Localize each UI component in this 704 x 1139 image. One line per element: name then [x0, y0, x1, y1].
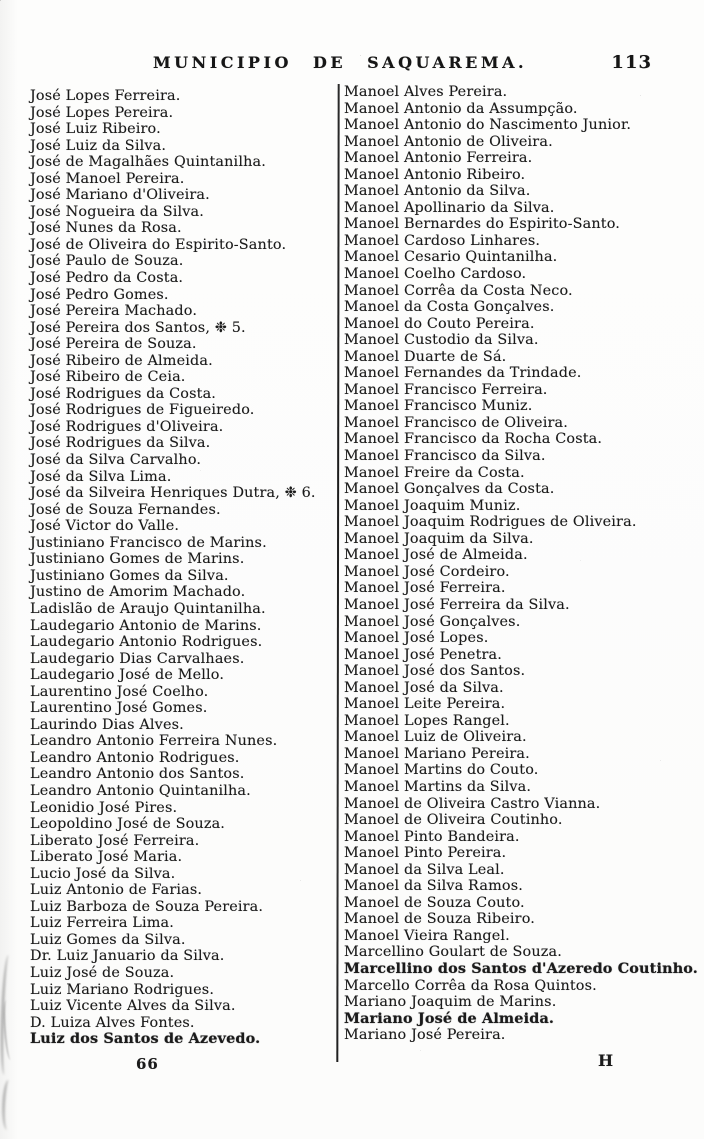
list-item: Manoel Mariano Pereira.: [344, 745, 530, 762]
list-item: Manoel Bernardes do Espirito-Santo.: [344, 216, 620, 233]
list-item: Manoel Coelho Cardoso.: [344, 266, 527, 283]
list-item: Manoel de Souza Couto.: [344, 894, 525, 911]
list-item: Justino de Amorim Machado.: [30, 584, 246, 601]
list-item: Manoel José Ferreira da Silva.: [344, 596, 570, 613]
list-item: Leandro Antonio Quintanilha.: [30, 782, 251, 799]
list-item: Manoel Francisco da Silva.: [344, 448, 546, 465]
list-item: Luiz José de Souza.: [30, 964, 175, 981]
list-item: Manoel de Souza Ribeiro.: [344, 911, 536, 928]
list-item: Manoel Antonio Ribeiro.: [344, 166, 526, 183]
list-item: Manoel Martins do Couto.: [344, 762, 539, 779]
catchword-letter: H: [598, 1051, 614, 1070]
list-item: Manoel do Couto Pereira.: [344, 315, 535, 332]
list-item: José Nunes da Rosa.: [30, 220, 182, 237]
list-item: Manoel Joaquim Muniz.: [344, 497, 521, 514]
list-item: Luiz Mariano Rodrigues.: [30, 981, 215, 998]
list-item: José Rodrigues da Costa.: [30, 385, 217, 402]
list-item: Mariano José de Almeida.: [344, 1009, 555, 1027]
column-divider-rule: [336, 84, 339, 1062]
list-item: Manoel de Oliveira Castro Vianna.: [344, 795, 601, 812]
list-item: José Pereira de Souza.: [30, 336, 197, 353]
list-item: Manoel José Penetra.: [344, 646, 503, 663]
list-item: José de Magalhães Quintanilha.: [30, 154, 266, 171]
list-item: José Ribeiro de Ceia.: [30, 369, 186, 386]
list-item: Lucio José da Silva.: [30, 865, 176, 882]
list-item: Manoel Francisco da Rocha Costa.: [344, 431, 603, 448]
list-item: Manoel José Cordeiro.: [344, 563, 510, 580]
list-item: Manoel da Silva Leal.: [344, 861, 505, 878]
list-item: José Rodrigues de Figueiredo.: [30, 402, 255, 419]
list-item: Luiz Gomes da Silva.: [30, 931, 186, 948]
binding-smudge: [0, 1080, 16, 1131]
list-item: Manoel José dos Santos.: [344, 663, 526, 680]
list-item: José Nogueira da Silva.: [30, 203, 204, 220]
list-item: Manoel Antonio da Silva.: [344, 183, 531, 200]
list-item: Liberato José Maria.: [30, 849, 183, 866]
list-item: José Lopes Ferreira.: [30, 88, 181, 104]
list-item: Manoel Antonio do Nascimento Junior.: [344, 117, 632, 134]
signature-number: 66: [136, 1055, 159, 1073]
list-item: Manoel Freire da Costa.: [344, 464, 525, 481]
list-item: Liberato José Ferreira.: [30, 832, 200, 849]
list-item: Justiniano Gomes de Marins.: [30, 551, 245, 568]
list-item: Manoel Antonio de Oliveira.: [344, 133, 553, 150]
list-item: José Paulo de Souza.: [30, 253, 184, 270]
binding-smudge: [0, 955, 14, 1075]
list-item: Manoel Antonio da Assumpção.: [344, 100, 578, 117]
list-item: José Lopes Pereira.: [30, 104, 174, 121]
list-item: Manoel da Silva Ramos.: [344, 878, 523, 895]
list-item: Mariano José Pereira.: [344, 1027, 506, 1044]
list-item: Manoel Francisco de Oliveira.: [344, 414, 568, 431]
list-item: José Pedro da Costa.: [30, 270, 184, 287]
list-item: José Mariano d'Oliveira.: [30, 187, 210, 204]
list-item: José da Silva Lima.: [30, 468, 172, 485]
list-item: Manoel Vieira Rangel.: [344, 927, 510, 944]
list-item: Manoel José Gonçalves.: [344, 613, 521, 630]
list-item: Mariano Joaquim de Marins.: [344, 994, 557, 1011]
list-item: Dr. Luiz Januario da Silva.: [30, 948, 225, 965]
paper-speckle: [0, 0, 1, 1]
list-item: Marcellino dos Santos d'Azeredo Coutinho.: [344, 959, 698, 977]
binding-smudge: [2, 1000, 15, 1060]
list-item: Manoel Francisco Ferreira.: [344, 381, 548, 398]
list-item: José Pedro Gomes.: [30, 286, 169, 303]
running-header: MUNICIPIO DE SAQUAREMA.: [152, 53, 528, 72]
list-item: Laurentino José Gomes.: [30, 700, 208, 717]
list-item: José da Silva Carvalho.: [30, 452, 202, 469]
list-item: Manoel José Ferreira.: [344, 580, 506, 597]
list-item: Manoel Fernandes da Trindade.: [344, 365, 582, 382]
page-number: 113: [611, 52, 652, 73]
list-item: José Ribeiro de Almeida.: [30, 352, 213, 369]
list-item: Manoel José de Almeida.: [344, 547, 528, 564]
list-item: Luiz Vicente Alves da Silva.: [30, 998, 236, 1015]
list-item: Manoel José da Silva.: [344, 679, 504, 696]
list-item: Marcellino Goulart de Souza.: [344, 944, 562, 961]
list-item: José Manoel Pereira.: [30, 170, 185, 187]
list-item: José de Souza Fernandes.: [30, 501, 221, 518]
list-item: Manoel Cardoso Linhares.: [344, 232, 541, 249]
list-item: Laudegario Antonio de Marins.: [30, 617, 262, 634]
list-item: Manoel Francisco Muniz.: [344, 398, 533, 415]
list-item: Manoel Pinto Bandeira.: [344, 828, 520, 845]
list-item: Marcello Corrêa da Rosa Quintos.: [344, 977, 597, 994]
list-item: Laurentino José Coelho.: [30, 683, 209, 700]
list-item: Leandro Antonio dos Santos.: [30, 766, 245, 783]
list-item: Manoel Joaquim da Silva.: [344, 530, 534, 547]
list-item: Laurindo Dias Alves.: [30, 716, 184, 733]
list-item: Justiniano Gomes da Silva.: [30, 567, 229, 584]
list-item: Manoel Leite Pereira.: [344, 696, 506, 713]
list-item: José Luiz Ribeiro.: [30, 121, 161, 138]
list-item: Manoel Duarte de Sá.: [344, 348, 507, 365]
list-item: Manoel Custodio da Silva.: [344, 332, 539, 349]
list-item: Leandro Antonio Ferreira Nunes.: [30, 733, 278, 750]
list-item: Manoel Martins da Silva.: [344, 778, 532, 795]
list-item: Justiniano Francisco de Marins.: [30, 534, 267, 551]
list-item: Luiz Ferreira Lima.: [30, 915, 175, 932]
list-item: José Victor do Valle.: [30, 518, 180, 535]
name-list-right-column: [344, 84, 700, 1044]
list-item: José Rodrigues da Silva.: [30, 435, 211, 452]
list-item: José Pereira dos Santos, ❉ 5.: [30, 319, 246, 336]
list-item: Ladislão de Araujo Quintanilha.: [30, 600, 266, 617]
list-item: José Rodrigues d'Oliveira.: [30, 418, 224, 435]
name-list-left-column: [30, 88, 330, 1048]
list-item: Manoel Joaquim Rodrigues de Oliveira.: [344, 514, 637, 531]
list-item: Laudegario José de Mello.: [30, 667, 225, 684]
list-item: Luiz Barboza de Souza Pereira.: [30, 898, 264, 915]
list-item: Manoel Antonio Ferreira.: [344, 150, 533, 167]
list-item: Manoel Alves Pereira.: [344, 84, 508, 100]
list-item: Luiz dos Santos de Azevedo.: [30, 1030, 261, 1048]
list-item: Manoel Cesario Quintanilha.: [344, 249, 558, 266]
list-item: Manoel da Costa Gonçalves.: [344, 299, 555, 316]
list-item: José de Oliveira do Espirito-Santo.: [30, 236, 287, 253]
list-item: Manoel de Oliveira Coutinho.: [344, 812, 563, 829]
list-item: Leonidio José Pires.: [30, 799, 178, 816]
list-item: Manoel Corrêa da Costa Neco.: [344, 282, 573, 299]
list-item: Leopoldino José de Souza.: [30, 816, 226, 833]
list-item: Manoel Pinto Pereira.: [344, 845, 507, 862]
list-item: D. Luiza Alves Fontes.: [30, 1014, 195, 1031]
list-item: Manoel Lopes Rangel.: [344, 712, 510, 729]
list-item: José da Silveira Henriques Dutra, ❉ 6.: [30, 485, 316, 502]
list-item: Laudegario Antonio Rodrigues.: [30, 634, 263, 651]
list-item: Laudegario Dias Carvalhaes.: [30, 650, 245, 667]
list-item: Manoel Gonçalves da Costa.: [344, 481, 555, 498]
list-item: Manoel Luiz de Oliveira.: [344, 729, 527, 746]
list-item: José Luiz da Silva.: [30, 137, 167, 154]
list-item: Manoel José Lopes.: [344, 630, 489, 647]
list-item: José Pereira Machado.: [30, 303, 198, 320]
list-item: Manoel Apollinario da Silva.: [344, 199, 555, 216]
list-item: Leandro Antonio Rodrigues.: [30, 749, 240, 766]
list-item: Luiz Antonio de Farias.: [30, 882, 203, 899]
